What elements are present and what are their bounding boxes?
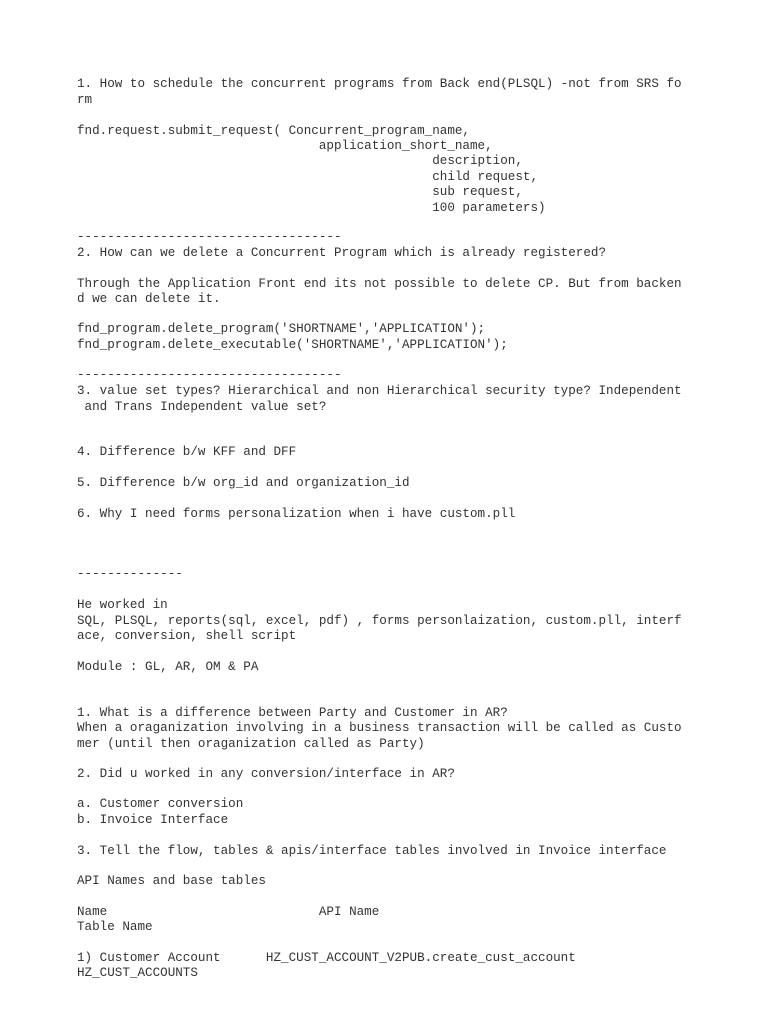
text-line: sub request, xyxy=(77,185,523,199)
text-line: 1. What is a difference between Party and Customer in AR? xyxy=(77,706,508,720)
text-line: 1. How to schedule the concurrent programs from Back end(PLSQL) -not from SRS fo xyxy=(77,77,682,91)
text-line: child request, xyxy=(77,170,539,184)
text-line: 3. value set types? Hierarchical and non Hierarchical security type? Independent xyxy=(77,384,682,398)
table-row-line: HZ_CUST_ACCOUNTS xyxy=(77,966,198,980)
text-line: 6. Why I need forms personalization when i have custom.pll xyxy=(77,507,516,521)
text-line: 2. Did u worked in any conversion/interface in AR? xyxy=(77,767,455,781)
text-line: SQL, PLSQL, reports(sql, excel, pdf) , forms personlaization, custom.pll, interf xyxy=(77,614,682,628)
text-line: fnd_program.delete_executable('SHORTNAME','APPLICATION'); xyxy=(77,338,508,352)
separator-line: -------------- xyxy=(77,567,183,581)
text-line: 4. Difference b/w KFF and DFF xyxy=(77,445,297,459)
text-line: and Trans Independent value set? xyxy=(77,400,327,414)
text-line: 100 parameters) xyxy=(77,201,546,215)
text-line: b. Invoice Interface xyxy=(77,813,229,827)
text-line: Through the Application Front end its not possible to delete CP. But from backen xyxy=(77,277,682,291)
table-row-line: 1) Customer Account HZ_CUST_ACCOUNT_V2PUB.create_cust_account xyxy=(77,951,576,965)
separator-line: ----------------------------------- xyxy=(77,368,342,382)
text-line: 3. Tell the flow, tables & apis/interface tables involved in Invoice interface xyxy=(77,844,667,858)
table-header-line: Name API Name xyxy=(77,905,380,919)
text-line: When a oraganization involving in a business transaction will be called as Custo xyxy=(77,721,682,735)
text-line: rm xyxy=(77,93,93,107)
text-line: mer (until then oraganization called as Party) xyxy=(77,737,425,751)
text-line: Module : GL, AR, OM & PA xyxy=(77,660,259,674)
text-line: 5. Difference b/w org_id and organization_id xyxy=(77,476,410,490)
text-line: 2. How can we delete a Concurrent Program which is already registered? xyxy=(77,246,607,260)
text-line: a. Customer conversion xyxy=(77,797,244,811)
text-line: d we can delete it. xyxy=(77,292,221,306)
text-line: fnd_program.delete_program('SHORTNAME','APPLICATION'); xyxy=(77,322,486,336)
text-line: ace, conversion, shell script xyxy=(77,629,297,643)
text-line: He worked in xyxy=(77,598,168,612)
separator-line: ----------------------------------- xyxy=(77,230,342,244)
text-line: description, xyxy=(77,154,523,168)
text-line: application_short_name, xyxy=(77,139,493,153)
text-line: fnd.request.submit_request( Concurrent_program_name, xyxy=(77,124,470,138)
table-header-line: Table Name xyxy=(77,920,153,934)
text-line: API Names and base tables xyxy=(77,874,266,888)
